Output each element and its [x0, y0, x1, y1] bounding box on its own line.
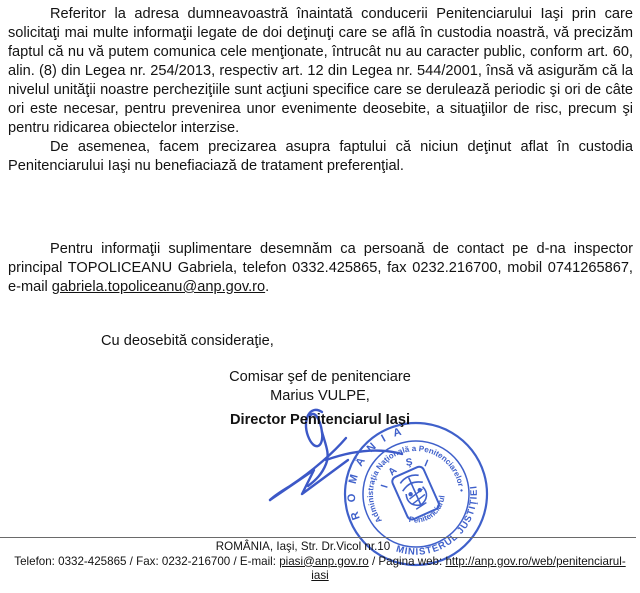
footer-divider	[0, 537, 636, 538]
stamp-unit-text: Penitenciarul	[408, 494, 447, 525]
footer-web-label: / Pagina web:	[368, 554, 446, 568]
letter-body	[8, 5, 633, 176]
signer-name: Marius VULPE,	[270, 388, 370, 404]
svg-text:Administraţia Naţională a Peni	[346, 424, 474, 548]
stamp-ministry-text: MINISTERUL JUSTIŢIEI	[394, 484, 480, 558]
footer-telfax: Telefon: 0332-425865 / Fax: 0232-216700 / E-mail:	[14, 554, 280, 568]
signer-title: Comisar şef de penitenciare	[229, 369, 411, 385]
stamp-coat-of-arms-icon	[391, 465, 441, 521]
stamp-city-text: I A Ş I	[379, 456, 434, 490]
footer-address: ROMÂNIA, Iaşi, Str. Dr.Vicol nr.10	[215, 540, 391, 553]
contact-paragraph	[8, 240, 633, 297]
footer-contacts	[0, 555, 640, 570]
closing-salutation: Cu deosebită consideraţie,	[101, 333, 274, 349]
contact-text: Pentru informaţii suplimentare desemnăm ca persoană de contact pe d-na inspector principal TOPOLICEANU Gabriela, telefon 0332.425865, fax 0232.216700, mobil 0741265867, e-mail	[8, 241, 633, 295]
contact-email-link[interactable]: gabriela.topoliceanu@anp.gov.ro	[51, 279, 266, 295]
paragraph-1: Referitor la adresa dumneavoastră înaintată conducerii Penitenciarului Iaşi prin care solicitaţi mai multe informaţii legate de doi deţinuţi care se află în custodia noastră, vă precizăm faptul că nu vă putem comunica cele menţionate, întrucât nu au caracter public, conform art. 60, alin. (8) din Legea nr. 254/2013, respectiv art. 12 din Legea nr. 544/2001, însă vă asigurăm că la nivelul unităţii noastre percheziţiile sunt acţiuni specifice care se derulează periodic şi ori de câte ori este necesar, pentru prevenirea unor evenimente deosebite, a situaţiilor de risc, precum şi pentru ridicarea obiectelor interzise.	[8, 6, 633, 136]
footer-email-link[interactable]: piasi@anp.gov.ro	[279, 554, 369, 568]
stamp-country-text: R O M Â N I A	[345, 425, 406, 522]
svg-text:I A Ş I	[374, 443, 437, 500]
footer-website-link[interactable]: http://anp.gov.ro/web/penitenciarul-	[445, 554, 626, 568]
footer-website-link-2[interactable]: iasi	[311, 569, 329, 582]
footer-website-link-wrap	[0, 569, 640, 584]
signature-block	[175, 368, 465, 430]
svg-text:R O M Â N I A	[319, 419, 432, 524]
signer-role: Director Penitenciarul Iaşi	[229, 412, 411, 428]
stamp-administration-text: Administraţia Naţională a Penitenciarelor •	[365, 443, 466, 525]
contact-text-end: .	[265, 279, 270, 295]
footer	[0, 540, 640, 584]
paragraph-3	[8, 240, 633, 297]
svg-text:Penitenciarul	[404, 490, 452, 533]
paragraph-2: De asemenea, facem precizarea asupra faptului că niciun deţinut aflat în custodia Penitenciarului Iaşi nu benefiaciază de tratament preferenţial.	[8, 139, 633, 174]
